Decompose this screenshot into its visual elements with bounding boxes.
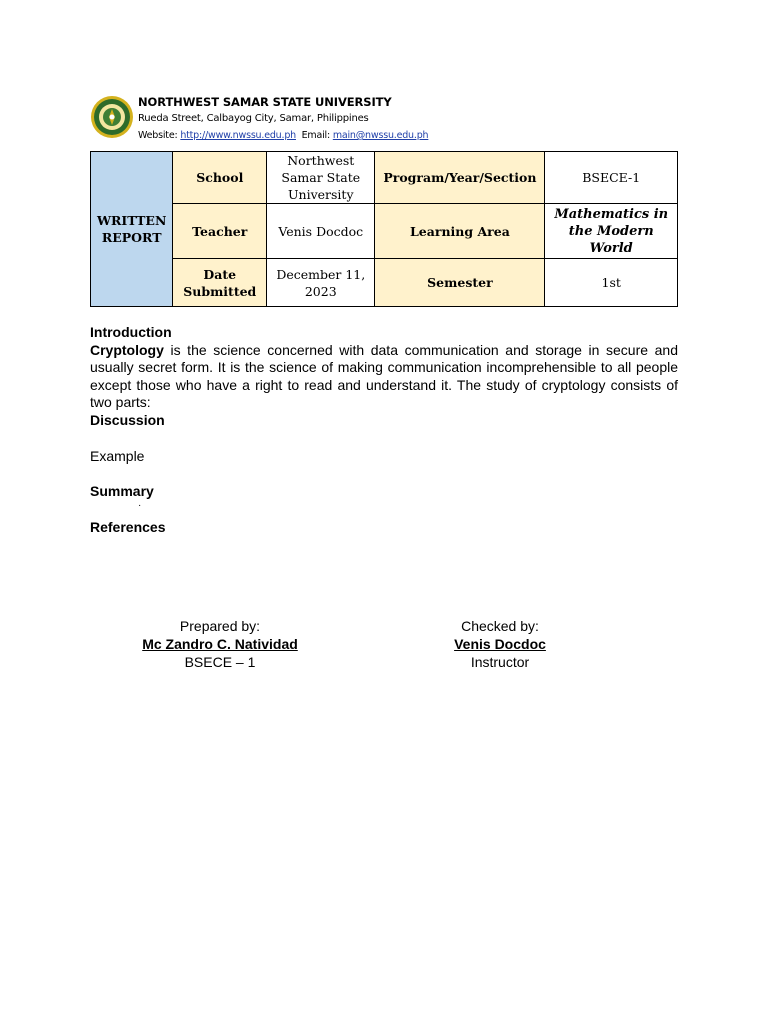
prepared-by-name: Mc Zandro C. Natividad	[142, 636, 298, 652]
email-link[interactable]: main@nwssu.edu.ph	[332, 130, 429, 141]
report-type-line: WRITTEN	[96, 213, 167, 228]
summary-heading: Summary	[90, 483, 154, 500]
letterhead	[90, 95, 690, 147]
intro-term: Cryptology	[90, 341, 164, 358]
spacer	[90, 465, 678, 483]
discussion-heading: Discussion	[90, 411, 165, 428]
teacher-label: Teacher	[173, 204, 267, 259]
introduction-paragraph	[90, 342, 678, 412]
checked-by-name: Venis Docdoc	[454, 636, 546, 652]
prepared-by-label: Prepared by:	[179, 618, 261, 634]
university-seal-icon	[90, 95, 134, 139]
checked-by-block	[400, 617, 600, 671]
checked-by-label: Checked by:	[461, 618, 539, 634]
website-link[interactable]: http://www.nwssu.edu.ph	[180, 130, 296, 141]
intro-text: is the science concerned with data communication and storage in secure and usually secret form. It is the science of making communication incomprehensible to all people except those who have a right to read and understand it. The study of cryptology consists of two parts:	[90, 341, 678, 411]
semester-label: Semester	[375, 259, 545, 307]
prepared-by-block	[120, 617, 320, 671]
university-contact	[138, 130, 428, 141]
example-label: Example	[90, 447, 145, 464]
report-type-cell	[91, 152, 173, 307]
university-name: NORTHWEST SAMAR STATE UNIVERSITY	[138, 95, 392, 109]
checked-by-role: Instructor	[470, 654, 530, 670]
website-label: Website:	[138, 130, 178, 141]
program-label: Program/Year/Section	[375, 152, 545, 204]
prepared-by-role: BSECE – 1	[184, 654, 256, 670]
learning-area-value: Mathematics in the Modern World	[545, 204, 678, 259]
university-address: Rueda Street, Calbayog City, Samar, Philippines	[138, 113, 369, 124]
school-value: Northwest Samar State University	[267, 152, 375, 204]
spacer	[90, 430, 678, 448]
table-row	[91, 259, 678, 307]
references-heading: References	[90, 518, 166, 535]
semester-value: 1st	[545, 259, 678, 307]
teacher-value: Venis Docdoc	[267, 204, 375, 259]
table-row	[91, 152, 678, 204]
date-value: December 11, 2023	[267, 259, 375, 307]
report-info-table	[90, 151, 678, 307]
report-type-line: REPORT	[101, 230, 162, 245]
summary-mark: ·	[138, 499, 142, 511]
school-label: School	[173, 152, 267, 204]
program-value: BSECE-1	[545, 152, 678, 204]
learning-area-label: Learning Area	[375, 204, 545, 259]
date-label: Date Submitted	[173, 259, 267, 307]
email-label: Email:	[301, 130, 330, 141]
report-body	[90, 324, 678, 536]
table-row	[91, 204, 678, 259]
introduction-heading: Introduction	[90, 324, 172, 340]
